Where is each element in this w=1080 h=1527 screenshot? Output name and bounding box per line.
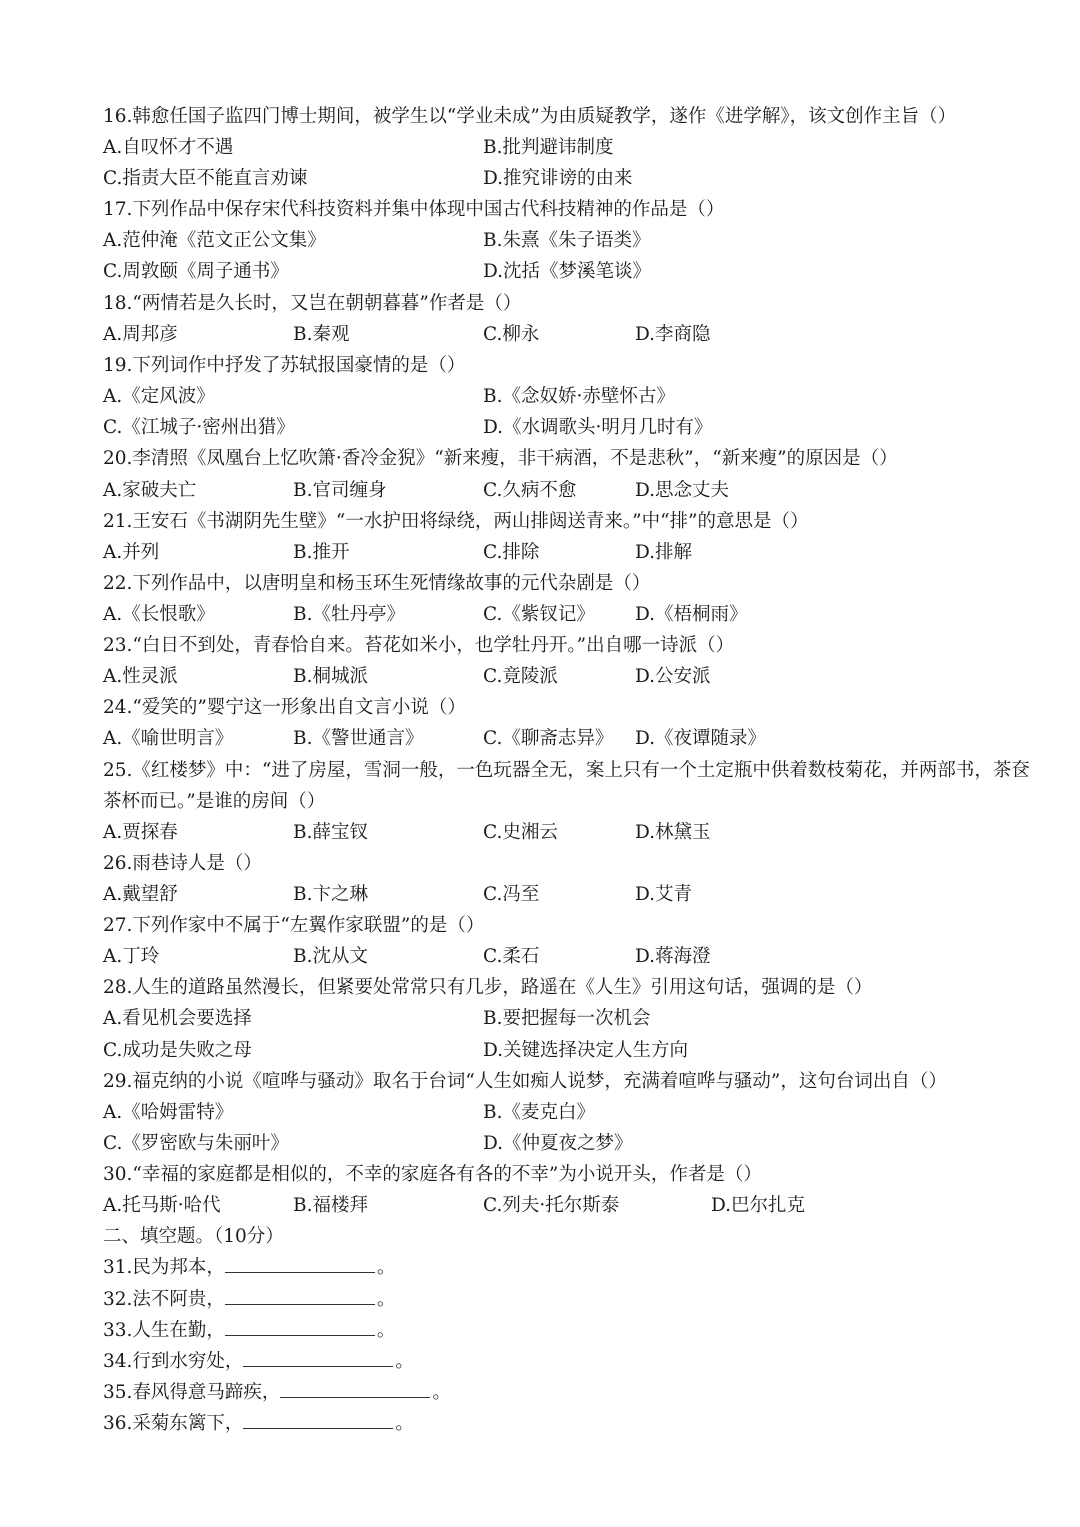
fill-suffix: 。 (432, 1382, 451, 1403)
option-d[interactable]: D.排解 (635, 542, 693, 563)
option-a[interactable]: A.托马斯·哈代 (103, 1195, 221, 1216)
option-d[interactable]: D.李商隐 (635, 324, 711, 345)
fill-item-35 (103, 1377, 1040, 1408)
option-d[interactable]: D.《水调歌头·明月几时有》 (483, 417, 713, 438)
option-b[interactable]: B.《警世通言》 (293, 728, 424, 749)
fill-suffix: 。 (376, 1289, 396, 1310)
fill-suffix: 。 (395, 1351, 414, 1372)
question-28-options-row2 (103, 1035, 1040, 1066)
question-17-options-row1 (103, 225, 1040, 256)
question-29-stem: 29.福克纳的小说《喧哗与骚动》取名于台词“人生如痴人说梦，充满着喧哗与骚动”，这句台词出自（） (103, 1071, 947, 1092)
option-c[interactable]: C.《江城子·密州出猎》 (103, 417, 295, 438)
answer-blank[interactable] (243, 1348, 393, 1367)
option-a[interactable]: A.《喻世明言》 (103, 728, 234, 749)
option-a[interactable]: A.自叹怀才不遇 (103, 137, 234, 158)
fill-prefix: 31.民为邦本， (103, 1257, 225, 1278)
option-d[interactable]: D.林黛玉 (635, 822, 711, 843)
option-b[interactable]: B.《念奴娇·赤壁怀古》 (483, 386, 675, 407)
option-c[interactable]: C.《聊斋志异》 (483, 728, 614, 749)
option-b[interactable]: B.批判避讳制度 (483, 137, 614, 158)
option-b[interactable]: B.福楼拜 (293, 1195, 368, 1216)
fill-prefix: 32.法不阿贵， (103, 1289, 225, 1310)
option-d[interactable]: D.《夜谭随录》 (635, 728, 767, 749)
question-27-options (103, 941, 1040, 972)
question-16-stem: 16.韩愈任国子监四门博士期间，被学生以“学业未成”为由质疑教学，遂作《进学解》，该文创作主旨（） (103, 106, 957, 127)
option-b[interactable]: B.官司缠身 (293, 480, 387, 501)
option-a[interactable]: A.《哈姆雷特》 (103, 1102, 234, 1123)
option-b[interactable]: B.《麦克白》 (483, 1102, 595, 1123)
question-18-options (103, 319, 1040, 350)
option-c[interactable]: C.成功是失败之母 (103, 1040, 252, 1061)
section-2-heading: 二、填空题。（10分） (103, 1226, 284, 1247)
option-b[interactable]: B.卞之琳 (293, 884, 368, 905)
answer-blank[interactable] (225, 1286, 375, 1305)
option-c[interactable]: C.《紫钗记》 (483, 604, 595, 625)
question-16-options-row2 (103, 163, 1040, 194)
option-b[interactable]: B.朱熹《朱子语类》 (483, 230, 651, 251)
question-26-stem: 26.雨巷诗人是（） (103, 853, 262, 874)
option-a[interactable]: A.《长恨歌》 (103, 604, 215, 625)
option-d[interactable]: D.蒋海澄 (635, 946, 711, 967)
answer-blank[interactable] (243, 1410, 393, 1429)
option-c[interactable]: C.史湘云 (483, 822, 558, 843)
option-c[interactable]: C.指责大臣不能直言劝谏 (103, 168, 308, 189)
question-25-stem: 25.《红楼梦》中：“进了房屋，雪洞一般，一色玩器全无，案上只有一个土定瓶中供着数枝菊花，并两部书，茶奁茶杯而已。”是谁的房间（） (103, 760, 1030, 812)
question-26-options (103, 879, 1040, 910)
fill-prefix: 36.采菊东篱下， (103, 1413, 244, 1434)
option-c[interactable]: C.竟陵派 (483, 666, 558, 687)
option-c[interactable]: C.柳永 (483, 324, 540, 345)
option-c[interactable]: C.周敦颐《周子通书》 (103, 261, 289, 282)
question-19-options-row2 (103, 412, 1040, 443)
option-b[interactable]: B.《牡丹亭》 (293, 604, 405, 625)
answer-blank[interactable] (280, 1379, 430, 1398)
option-a[interactable]: A.看见机会要选择 (103, 1008, 252, 1029)
question-19-options-row1 (103, 381, 1040, 412)
question-30-stem: 30.“幸福的家庭都是相似的，不幸的家庭各有各的不幸”为小说开头，作者是（） (103, 1164, 762, 1185)
question-17-options-row2 (103, 256, 1040, 287)
option-d[interactable]: D.艾青 (635, 884, 693, 905)
option-d[interactable]: D.思念丈夫 (635, 480, 730, 501)
option-c[interactable]: C.冯至 (483, 884, 540, 905)
question-22-options (103, 599, 1040, 630)
option-d[interactable]: D.巴尔扎克 (711, 1195, 806, 1216)
option-a[interactable]: A.戴望舒 (103, 884, 178, 905)
fill-item-31 (103, 1252, 1040, 1283)
fill-suffix: 。 (376, 1257, 396, 1278)
option-d[interactable]: D.《仲夏夜之梦》 (483, 1133, 633, 1154)
question-29-options-row1 (103, 1097, 1040, 1128)
question-30-options (103, 1190, 1040, 1221)
option-a[interactable]: A.丁玲 (103, 946, 160, 967)
question-24-stem: 24.“爱笑的”婴宁这一形象出自文言小说（） (103, 697, 466, 718)
question-21-options (103, 537, 1040, 568)
question-29-options-row2 (103, 1128, 1040, 1159)
option-d[interactable]: D.推究诽谤的由来 (483, 168, 633, 189)
option-d[interactable]: D.关键选择决定人生方向 (483, 1040, 689, 1061)
option-c[interactable]: C.列夫·托尔斯泰 (483, 1195, 620, 1216)
option-b[interactable]: B.薛宝钗 (293, 822, 368, 843)
option-a[interactable]: A.《定风波》 (103, 386, 215, 407)
option-b[interactable]: B.沈从文 (293, 946, 368, 967)
question-23-options (103, 661, 1040, 692)
fill-prefix: 35.春风得意马蹄疾， (103, 1382, 281, 1403)
fill-item-34 (103, 1346, 1040, 1377)
option-b[interactable]: B.推开 (293, 542, 350, 563)
question-16-options-row1 (103, 132, 1040, 163)
option-c[interactable]: C.柔石 (483, 946, 540, 967)
option-d[interactable]: D.公安派 (635, 666, 711, 687)
question-23-stem: 23.“白日不到处，青春恰自来。苔花如米小，也学牡丹开。”出自哪一诗派（） (103, 635, 735, 656)
option-a[interactable]: A.范仲淹《范文正公文集》 (103, 230, 326, 251)
question-20-stem: 20.李清照《凤凰台上忆吹箫·香冷金猊》“新来瘦，非干病酒，不是悲秋”，“新来瘦”的原因是（） (103, 448, 898, 469)
fill-suffix: 。 (376, 1320, 396, 1341)
question-28-stem: 28.人生的道路虽然漫长，但紧要处常常只有几步，路遥在《人生》引用这句话，强调的是（） (103, 977, 873, 998)
question-22-stem: 22.下列作品中，以唐明皇和杨玉环生死情缘故事的元代杂剧是（） (103, 573, 651, 594)
option-c[interactable]: C.久病不愈 (483, 480, 577, 501)
fill-suffix: 。 (395, 1413, 414, 1434)
option-c[interactable]: C.排除 (483, 542, 540, 563)
question-20-options (103, 475, 1040, 506)
option-b[interactable]: B.桐城派 (293, 666, 368, 687)
option-a[interactable]: A.贾探春 (103, 822, 178, 843)
fill-item-36 (103, 1408, 1040, 1439)
option-a[interactable]: A.家破夫亡 (103, 480, 197, 501)
question-27-stem: 27.下列作家中不属于“左翼作家联盟”的是（） (103, 915, 485, 936)
option-c[interactable]: C.《罗密欧与朱丽叶》 (103, 1133, 289, 1154)
fill-item-33 (103, 1315, 1040, 1346)
question-28-options-row1 (103, 1003, 1040, 1034)
option-a[interactable]: A.周邦彦 (103, 324, 178, 345)
fill-prefix: 33.人生在勤， (103, 1320, 225, 1341)
question-19-stem: 19.下列词作中抒发了苏轼报国豪情的是（） (103, 355, 466, 376)
question-21-stem: 21.王安石《书湖阴先生壁》“一水护田将绿绕，两山排闼送青来。”中“排”的意思是（） (103, 511, 809, 532)
option-d[interactable]: D.《梧桐雨》 (635, 604, 748, 625)
option-d[interactable]: D.沈括《梦溪笔谈》 (483, 261, 652, 282)
option-a[interactable]: A.性灵派 (103, 666, 178, 687)
answer-blank[interactable] (225, 1317, 375, 1336)
option-b[interactable]: B.秦观 (293, 324, 350, 345)
option-b[interactable]: B.要把握每一次机会 (483, 1008, 651, 1029)
answer-blank[interactable] (225, 1254, 375, 1273)
fill-prefix: 34.行到水穷处， (103, 1351, 244, 1372)
question-25-options (103, 817, 1040, 848)
question-24-options (103, 723, 1040, 754)
question-18-stem: 18.“两情若是久长时，又岂在朝朝暮暮”作者是（） (103, 293, 522, 314)
option-a[interactable]: A.并列 (103, 542, 160, 563)
question-17-stem: 17.下列作品中保存宋代科技资料并集中体现中国古代科技精神的作品是（） (103, 199, 725, 220)
fill-item-32 (103, 1284, 1040, 1315)
